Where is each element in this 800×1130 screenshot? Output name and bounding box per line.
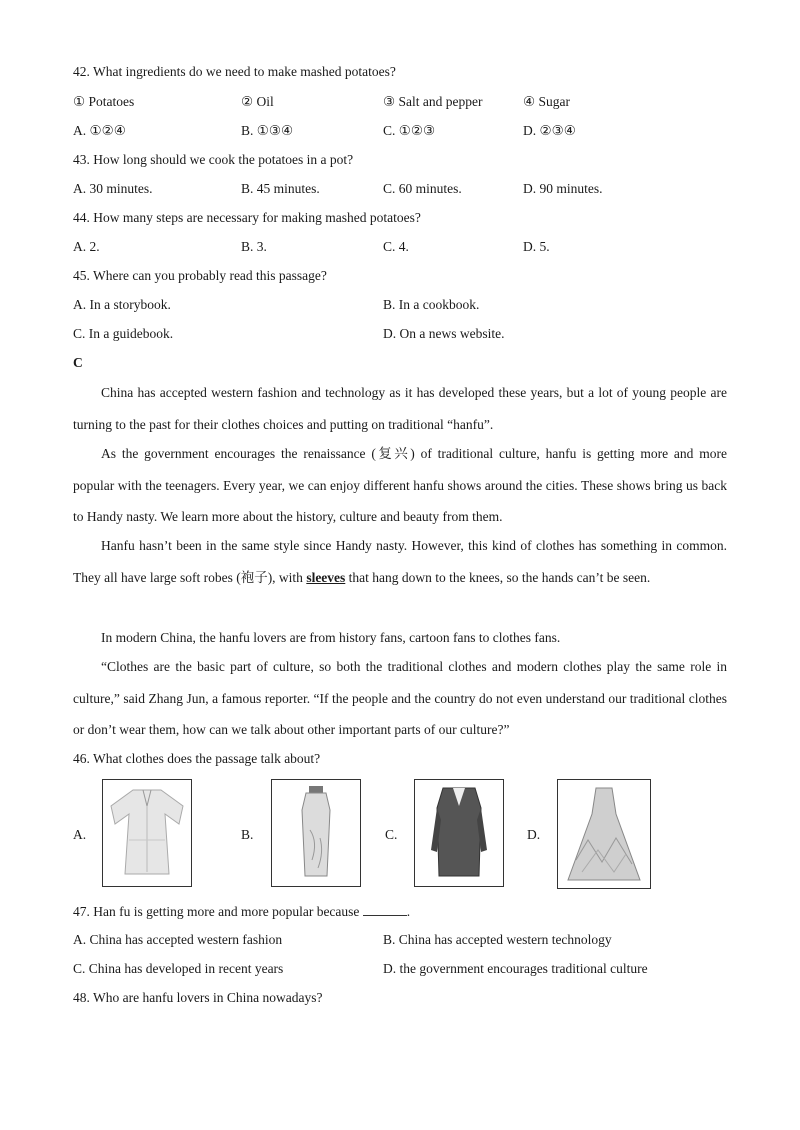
q42-item-1: ① Potatoes (73, 94, 135, 109)
question-43: 43. How long should we cook the potatoes in a pot? (73, 152, 354, 167)
q42-item-2: ② Oil (241, 94, 274, 109)
passage-paragraph-1 (73, 377, 727, 440)
question-44: 44. How many steps are necessary for making mashed potatoes? (73, 210, 421, 225)
question-46: 46. What clothes does the passage talk about? (73, 751, 321, 766)
q47-option-c: C. China has developed in recent years (73, 961, 284, 976)
q46-option-c: C. (385, 827, 398, 842)
q45-option-a: A. In a storybook. (73, 297, 171, 312)
passage-paragraph-3-text-b: that hang down to the knees, so the hands can’t be seen. (345, 569, 651, 585)
q47-option-b: B. China has accepted western technology (383, 932, 612, 947)
q46-option-b: B. (241, 827, 254, 842)
passage-paragraph-3 (73, 530, 727, 593)
question-48: 48. Who are hanfu lovers in China nowadays? (73, 990, 323, 1005)
answer-blank (363, 903, 407, 916)
q47-option-a: A. China has accepted western fashion (73, 932, 283, 947)
passage-paragraph-4-text: In modern China, the hanfu lovers are from history fans, cartoon fans to clothes fans. (101, 630, 561, 645)
q42-option-b: B. ①③④ (241, 123, 294, 138)
q42-option-d: D. ②③④ (523, 123, 576, 138)
passage-paragraph-3-text-a: Hanfu hasn’t been in the same style since Handy nasty. However, this kind of clothes has something in common. They all have large soft robes (袍子), with (73, 538, 727, 585)
q43-option-b: B. 45 minutes. (241, 181, 320, 196)
question-42: 42. What ingredients do we need to make mashed potatoes? (73, 64, 396, 79)
sleeves-word: sleeves (306, 569, 346, 585)
question-47 (73, 903, 410, 920)
passage-paragraph-2-text: As the government encourages the renaissance (复兴) of traditional culture, hanfu is getting more and more popular with the teenagers. Every year, we can enjoy different hanfu shows around the cities. These shows bring us back to Handy nasty. We learn more about the history, culture and beauty from them. (73, 446, 727, 524)
q47-option-d: D. the government encourages traditional culture (383, 961, 648, 976)
question-47-end: . (406, 904, 411, 919)
passage-paragraph-5 (73, 651, 727, 746)
q42-item-3: ③ Salt and pepper (383, 94, 483, 109)
hanfu-robe-image (102, 779, 192, 887)
q45-option-b: B. In a cookbook. (383, 297, 480, 312)
q45-option-c: C. In a guidebook. (73, 326, 174, 341)
section-label: C (73, 355, 83, 370)
question-47-text: 47. Han fu is getting more and more popular because (73, 904, 363, 919)
q42-option-a: A. ①②④ (73, 123, 126, 138)
business-suit-image (414, 779, 504, 887)
q44-option-a: A. 2. (73, 239, 100, 254)
q42-option-c: C. ①②③ (383, 123, 436, 138)
q44-option-c: C. 4. (383, 239, 409, 254)
q43-option-d: D. 90 minutes. (523, 181, 603, 196)
q42-item-4: ④ Sugar (523, 94, 570, 109)
q45-option-d: D. On a news website. (383, 326, 505, 341)
q44-option-d: D. 5. (523, 239, 550, 254)
question-45: 45. Where can you probably read this passage? (73, 268, 327, 283)
passage-paragraph-5-text: “Clothes are the basic part of culture, so both the traditional clothes and modern clothes play the same role in culture,” said Zhang Jun, a famous reporter. “If the people and the country do not even understand our traditional clothes or don’t wear them, how can we talk about other important parts of our culture?” (73, 659, 727, 737)
passage-paragraph-4 (73, 622, 727, 654)
q44-option-b: B. 3. (241, 239, 267, 254)
q43-option-a: A. 30 minutes. (73, 181, 153, 196)
passage-paragraph-2 (73, 438, 727, 533)
passage-paragraph-1-text: China has accepted western fashion and technology as it has developed these years, but a lot of young people are turning to the past for their clothes choices and putting on traditional “hanfu”. (73, 385, 727, 432)
q43-option-c: C. 60 minutes. (383, 181, 462, 196)
qipao-dress-image (271, 779, 361, 887)
q46-option-d: D. (527, 827, 541, 842)
ball-gown-image (557, 779, 651, 889)
q46-option-a: A. (73, 827, 87, 842)
